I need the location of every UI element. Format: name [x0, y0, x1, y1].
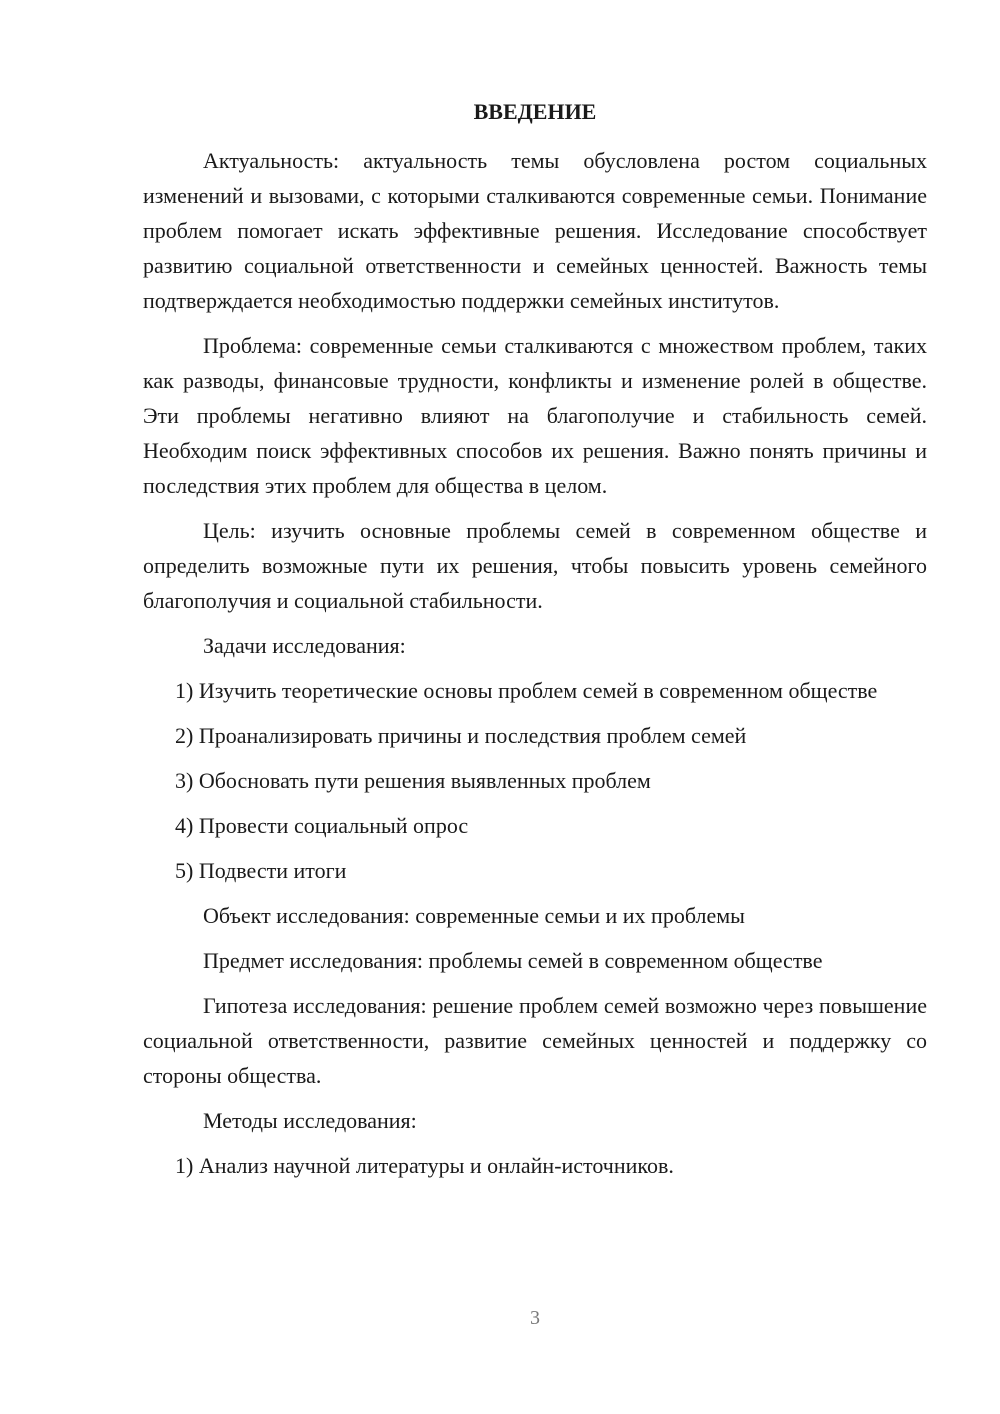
task-item-3: 3) Обосновать пути решения выявленных проблем — [175, 768, 651, 793]
page-number: 3 — [530, 1307, 540, 1329]
object-paragraph: Объект исследования: современные семьи и их проблемы — [203, 903, 745, 928]
tasks-label: Задачи исследования: — [203, 633, 406, 658]
goal-paragraph: Цель: изучить основные проблемы семей в современном обществе и определить возможные пути их решения, чтобы повысить уровень семейного благополучия и социальной стабильности. — [143, 518, 927, 613]
methods-label: Методы исследования: — [203, 1108, 417, 1133]
task-item-1: 1) Изучить теоретические основы проблем семей в современном обществе — [175, 678, 878, 703]
subject-paragraph: Предмет исследования: проблемы семей в современном обществе — [203, 948, 823, 973]
task-item-4: 4) Провести социальный опрос — [175, 813, 469, 838]
task-item-5: 5) Подвести итоги — [175, 858, 347, 883]
method-item-1: 1) Анализ научной литературы и онлайн-источников. — [175, 1153, 674, 1178]
problem-paragraph: Проблема: современные семьи сталкиваются с множеством проблем, таких как разводы, финансовые трудности, конфликты и изменение ролей в обществе. Эти проблемы негативно влияют на благополучие и стабильность семей. Необходим поиск эффективных способов их решения. Важно понять причины и последствия этих проблем для общества в целом. — [143, 333, 927, 498]
relevance-paragraph: Актуальность: актуальность темы обусловлена ростом социальных изменений и вызовами, с которыми сталкиваются современные семьи. Понимание проблем помогает искать эффективные решения. Исследование способствует развитию социальной ответственности и семейных ценностей. Важность темы подтверждается необходимостью поддержки семейных институтов. — [143, 148, 927, 313]
hypothesis-paragraph: Гипотеза исследования: решение проблем семей возможно через повышение социальной ответственности, развитие семейных ценностей и поддержку со стороны общества. — [143, 993, 927, 1088]
section-title: ВВЕДЕНИЕ — [473, 99, 597, 124]
task-item-2: 2) Проанализировать причины и последствия проблем семей — [175, 723, 747, 748]
document-body — [143, 94, 927, 1193]
